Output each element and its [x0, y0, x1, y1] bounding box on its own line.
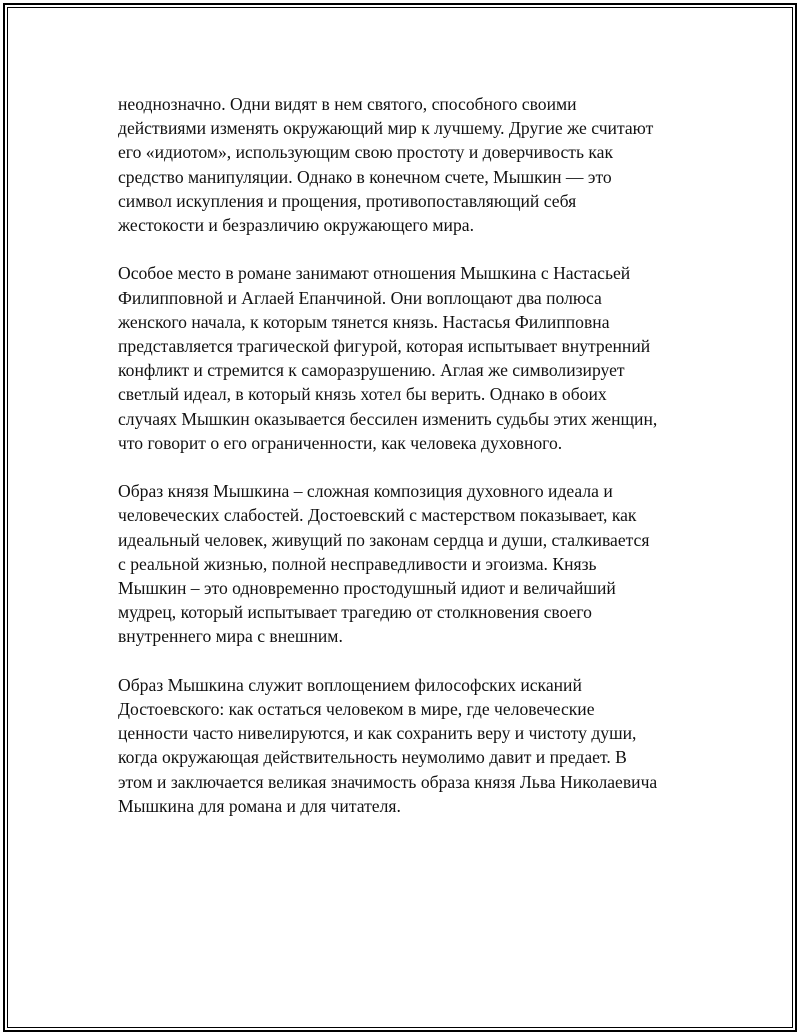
text-line: женского начала, к которым тянется князь. Настасья Филипповна: [118, 311, 610, 332]
text-line: Филипповной и Аглаей Епанчиной. Они воплощают два полюса: [118, 287, 602, 308]
paragraph-2: [118, 261, 698, 455]
paragraph-1: [118, 92, 698, 237]
text-line: представляется трагической фигурой, которая испытывает внутренний: [118, 336, 651, 357]
paragraph-4: [118, 673, 698, 818]
text-line: когда окружающая действительность неумолимо давит и предает. В: [118, 747, 627, 768]
text-line: человеческих слабостей. Достоевский с мастерством показывает, как: [118, 505, 637, 526]
text-line: случаях Мышкин оказывается бессилен изменить судьбы этих женщин,: [118, 408, 658, 429]
text-line: конфликт и стремится к саморазрушению. Аглая же символизирует: [118, 360, 625, 381]
text-line: его «идиотом», использующим свою простоту и доверчивость как: [118, 142, 614, 163]
text-line: этом и заключается великая значимость образа князя Льва Николаевича: [118, 771, 658, 792]
text-line: жестокости и безразличию окружающего мира.: [118, 215, 474, 236]
text-line: внутреннего мира с внешним.: [118, 626, 343, 647]
text-line: Особое место в романе занимают отношения Мышкина с Настасьей: [118, 263, 631, 284]
text-line: средство манипуляции. Однако в конечном счете, Мышкин — это: [118, 166, 612, 187]
text-line: Достоевского: как остаться человеком в мире, где человеческие: [118, 699, 595, 720]
text-line: идеальный человек, живущий по законам сердца и души, сталкивается: [118, 529, 650, 550]
text-line: символ искупления и прощения, противопоставляющий себя: [118, 190, 577, 211]
text-line: действиями изменять окружающий мир к лучшему. Другие же считают: [118, 118, 654, 139]
text-line: мудрец, который испытывает трагедию от столкновения своего: [118, 602, 592, 623]
text-line: Образ князя Мышкина – сложная композиция духовного идеала и: [118, 481, 613, 502]
text-line: ценности часто нивелируются, и как сохранить веру и чистоту души,: [118, 723, 637, 744]
text-line: светлый идеал, в который князь хотел бы верить. Однако в обоих: [118, 384, 607, 405]
text-line: Мышкин – это одновременно простодушный идиот и величайший: [118, 578, 616, 599]
text-line: неоднозначно. Одни видят в нем святого, способного своими: [118, 94, 577, 114]
text-line: Мышкина для романа и для читателя.: [118, 795, 401, 816]
document-body: [118, 92, 698, 842]
text-line: с реальной жизнью, полной несправедливости и эгоизма. Князь: [118, 553, 597, 574]
text-line: что говорит о его ограниченности, как человека духовного.: [118, 432, 563, 453]
paragraph-3: [118, 479, 698, 648]
text-line: Образ Мышкина служит воплощением философских исканий: [118, 674, 582, 695]
